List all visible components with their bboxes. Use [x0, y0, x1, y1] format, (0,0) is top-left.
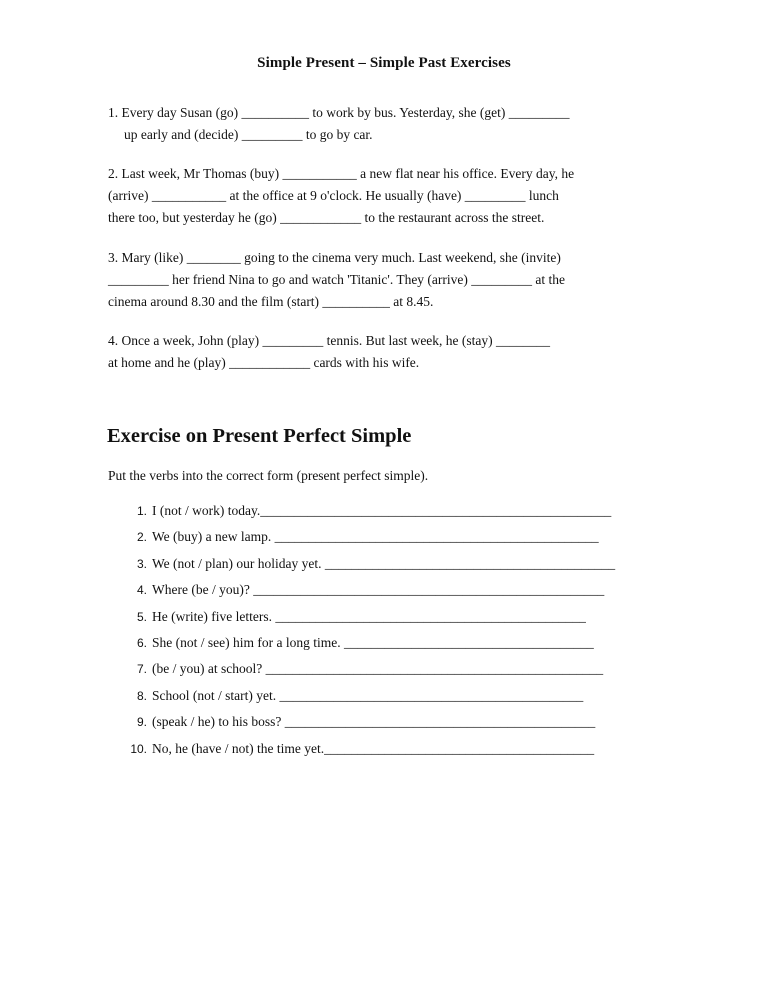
- item-number: 2.: [136, 530, 147, 545]
- item-text: Where (be / you)? ____________________________________________________: [152, 582, 605, 598]
- list-item: [0, 660, 768, 686]
- item-text: She (not / see) him for a long time. _____________________________________: [152, 634, 594, 650]
- item-text: We (not / plan) our holiday yet. ___________________________________________: [152, 555, 616, 571]
- list-item: [0, 528, 768, 554]
- item-number: 5.: [136, 609, 147, 624]
- item-text: School (not / start) yet. _____________________________________________: [152, 687, 584, 703]
- list-item: [0, 608, 768, 634]
- item-number: 7.: [136, 662, 147, 677]
- item-text: (speak / he) to his boss? ______________________________________________: [152, 714, 596, 730]
- item-number: 8.: [136, 688, 147, 703]
- list-item: [0, 555, 768, 581]
- exercise-line: there too, but yesterday he (go) ____________ to the restaurant across the street.: [108, 210, 545, 225]
- item-text: We (buy) a new lamp. ________________________________________________: [152, 529, 599, 545]
- list-item: [0, 687, 768, 713]
- exercise-line: up early and (decide) _________ to go by car.: [124, 127, 373, 142]
- item-number: 3.: [136, 556, 147, 571]
- exercise-line: 1. Every day Susan (go) __________ to work by bus. Yesterday, she (get) _________: [108, 105, 570, 120]
- section-instruction: Put the verbs into the correct form (present perfect simple).: [108, 468, 429, 483]
- item-text: I (not / work) today.____________________________________________________: [152, 503, 612, 518]
- page-title: Simple Present – Simple Past Exercises: [257, 55, 511, 71]
- exercise-line: 4. Once a week, John (play) _________ tennis. But last week, he (stay) ________: [108, 333, 551, 348]
- item-number: 10.: [130, 741, 147, 756]
- exercise-line: (arrive) ___________ at the office at 9 o'clock. He usually (have) _________ lunch: [108, 188, 559, 203]
- exercise-line: 2. Last week, Mr Thomas (buy) ___________ a new flat near his office. Every day, he: [108, 166, 575, 181]
- list-item: [0, 502, 768, 528]
- list-item: [0, 581, 768, 607]
- item-text: No, he (have / not) the time yet.________________________________________: [152, 740, 595, 756]
- list-item: [0, 634, 768, 660]
- exercise-list: [0, 502, 768, 766]
- list-item: [0, 740, 768, 766]
- item-text: (be / you) at school? __________________________________________________: [152, 661, 604, 677]
- item-number: 9.: [136, 715, 147, 730]
- item-number: 6.: [136, 635, 147, 650]
- item-number: 4.: [136, 583, 147, 598]
- section-heading: Exercise on Present Perfect Simple: [107, 425, 412, 447]
- exercise-line: at home and he (play) ____________ cards with his wife.: [108, 355, 420, 370]
- exercise-line: _________ her friend Nina to go and watch 'Titanic'. They (arrive) _________ at the: [108, 272, 566, 287]
- list-item: [0, 713, 768, 739]
- item-text: He (write) five letters. ______________________________________________: [152, 608, 586, 624]
- exercise-line: cinema around 8.30 and the film (start) __________ at 8.45.: [108, 294, 434, 309]
- exercise-line: 3. Mary (like) ________ going to the cinema very much. Last weekend, she (invite): [108, 250, 561, 265]
- item-number: 1.: [136, 504, 147, 518]
